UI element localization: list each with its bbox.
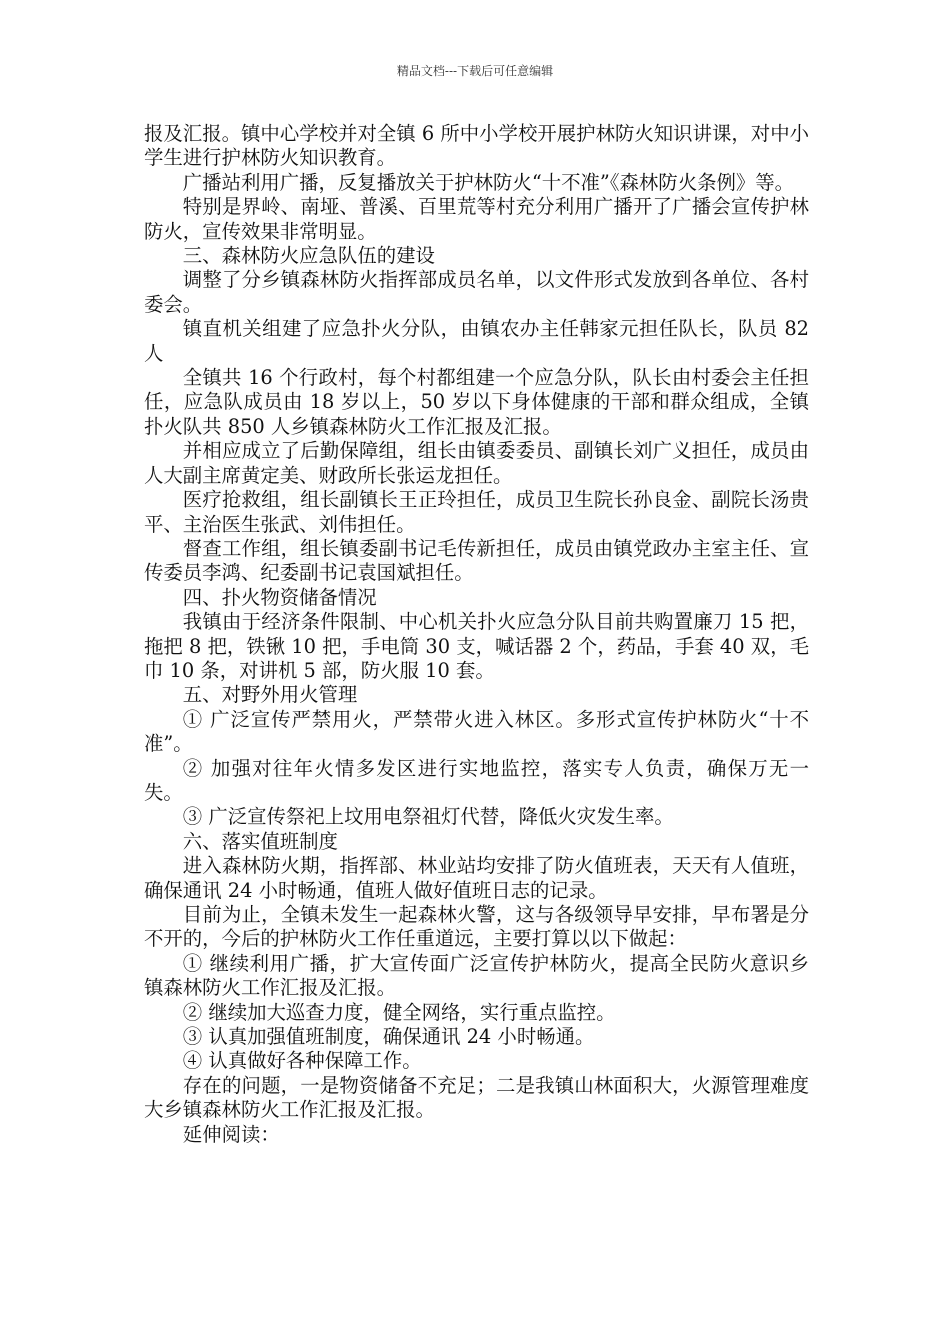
paragraph: 进入森林防火期，指挥部、林业站均安排了防火值班表，天天有人值班，确保通讯 24 小时畅通，值班人做好值班日志的记录。	[144, 854, 809, 902]
paragraph: 延伸阅读：	[182, 1122, 280, 1146]
paragraph: 调整了分乡镇森林防火指挥部成员名单，以文件形式发放到各单位、各村委会。	[144, 268, 809, 316]
list-item: ① 广泛宣传严禁用火，严禁带火进入林区。多形式宣传护林防火“十不准”。	[144, 707, 809, 756]
list-item: ④ 认真做好各种保障工作。	[182, 1049, 422, 1073]
section-heading: 四、扑火物资储备情况	[182, 585, 377, 609]
paragraph: 医疗抢救组，组长副镇长王正玲担任，成员卫生院长孙良金、副院长汤贵平、主治医生张武、刘伟担任。	[144, 488, 809, 536]
paragraph: 特别是界岭、南垭、普溪、百里荒等村充分利用广播开了广播会宣传护林防火，宣传效果非常明显。	[144, 195, 809, 243]
paragraph: 报及汇报。镇中心学校并对全镇 6 所中小学校开展护林防火知识讲课，对中小学生进行护林防火知识教育。	[144, 122, 809, 170]
section-heading: 五、对野外用火管理	[182, 683, 358, 707]
list-item: ① 继续利用广播，扩大宣传面广泛宣传护林防火，提高全民防火意识乡镇森林防火工作汇报及汇报。	[144, 951, 809, 1000]
page-header: 精品文档---下载后可任意编辑	[396, 64, 554, 78]
list-item: ② 继续加大巡查力度，健全网络，实行重点监控。	[182, 1000, 616, 1024]
section-heading: 六、落实值班制度	[182, 829, 338, 853]
paragraph: 存在的问题，一是物资储备不充足；二是我镇山林面积大，火源管理难度大乡镇森林防火工作汇报及汇报。	[144, 1073, 809, 1122]
paragraph: 我镇由于经济条件限制、中心机关扑火应急分队目前共购置廉刀 15 把，拖把 8 把，铁锹 10 把，手电筒 30 支，喊话器 2 个，药品，手套 40 双，毛巾 10 条，对讲机 5 部，防火服 10 套。	[144, 610, 809, 682]
paragraph: 并相应成立了后勤保障组，组长由镇委委员、副镇长刘广义担任，成员由人大副主席黄定美、财政所长张运龙担任。	[144, 439, 809, 487]
paragraph: 全镇共 16 个行政村，每个村都组建一个应急分队，队长由村委会主任担任，应急队成员由 18 岁以上，50 岁以下身体健康的干部和群众组成，全镇扑火队共 850 人乡镇森林防火工作汇报及汇报。	[144, 366, 809, 438]
paragraph: 镇直机关组建了应急扑火分队，由镇农办主任韩家元担任队长，队员 82 人	[144, 317, 809, 365]
list-item: ③ 认真加强值班制度，确保通讯 24 小时畅通。	[182, 1025, 595, 1049]
paragraph: 督查工作组，组长镇委副书记毛传新担任，成员由镇党政办主室主任、宣传委员李鸿、纪委副书记袁国斌担任。	[144, 536, 809, 585]
list-item: ③ 广泛宣传祭祀上坟用电祭祖灯代替，降低火灾发生率。	[182, 805, 674, 829]
paragraph: 广播站利用广播，反复播放关于护林防火“十不准”《森林防火条例》等。	[182, 170, 795, 194]
paragraph: 目前为止，全镇未发生一起森林火警，这与各级领导早安排，早布署是分不开的，今后的护林防火工作任重道远，主要打算以以下做起：	[144, 903, 809, 951]
list-item: ② 加强对往年火情多发区进行实地监控，落实专人负责，确保万无一失。	[144, 756, 809, 804]
document-body	[144, 122, 809, 1147]
section-heading: 三、森林防火应急队伍的建设	[182, 244, 435, 268]
